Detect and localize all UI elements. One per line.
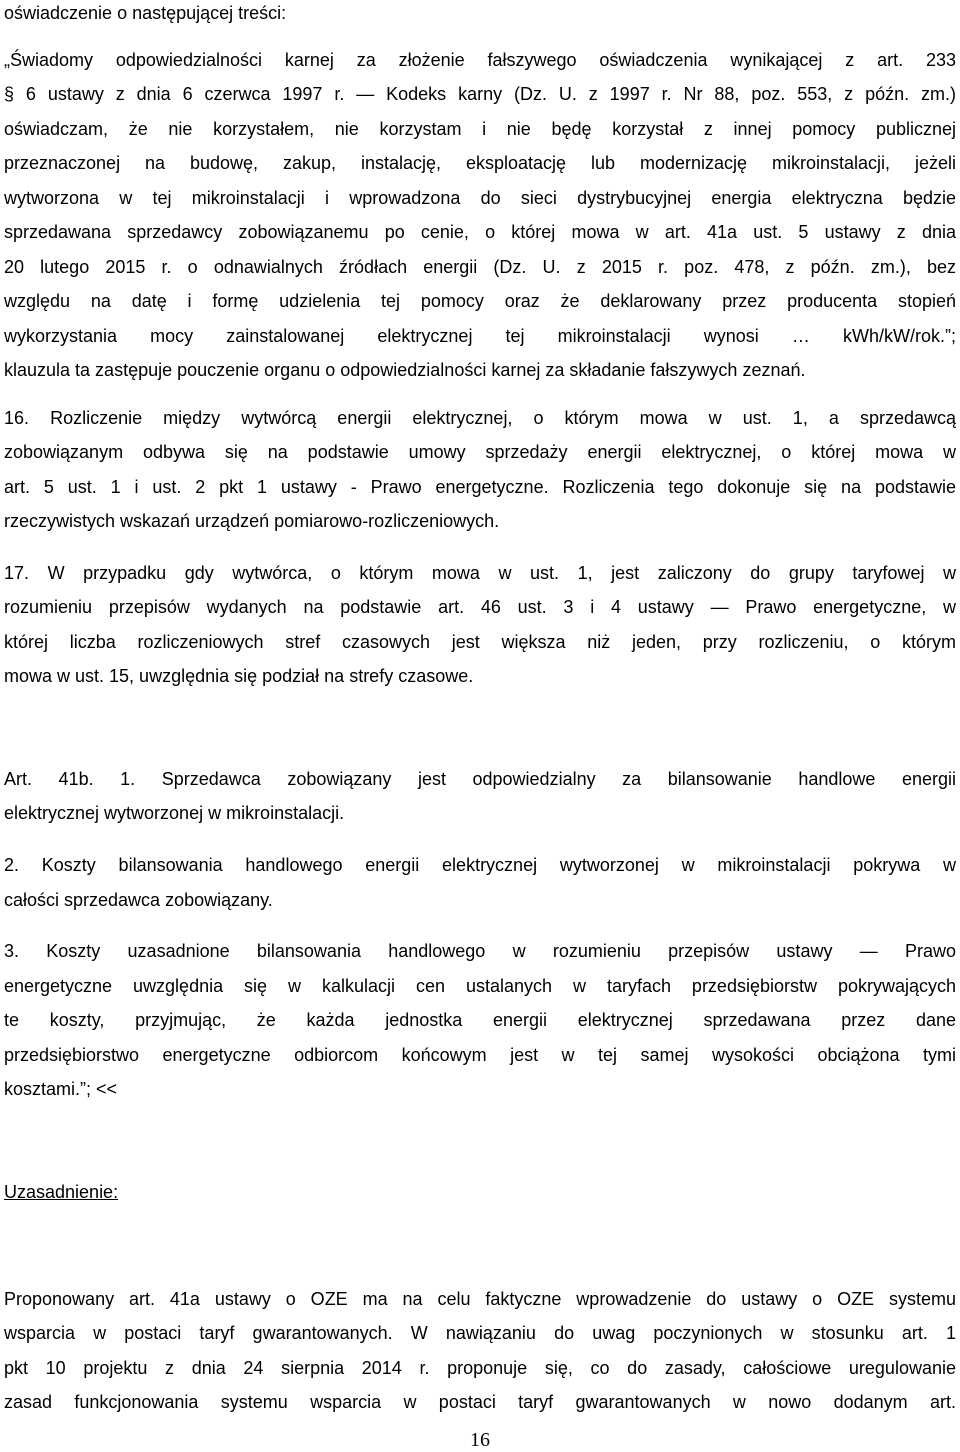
article-41b-point-3-line: 3. Koszty uzasadnione bilansowania handlowego w rozumieniu przepisów ustawy — Prawo <box>4 941 956 961</box>
text-line: względu na datę i formę udzielenia tej pomocy oraz że deklarowany przez producenta stopień <box>4 291 956 311</box>
article-41b-line: elektrycznej wytworzonej w mikroinstalacji. <box>4 803 345 823</box>
paragraph-16-line: rzeczywistych wskazań urządzeń pomiarowo-rozliczeniowych. <box>4 511 500 531</box>
justification-line: Proponowany art. 41a ustawy o OZE ma na celu faktyczne wprowadzenie do ustawy o OZE systemu <box>4 1289 956 1309</box>
article-41b-line: Art. 41b. 1. Sprzedawca zobowiązany jest odpowiedzialny za bilansowanie handlowe energii <box>4 769 956 789</box>
article-41b-point-2-line: całości sprzedawca zobowiązany. <box>4 890 273 910</box>
text-line: § 6 ustawy z dnia 6 czerwca 1997 r. — Kodeks karny (Dz. U. z 1997 r. Nr 88, poz. 553, z późn. zm.) <box>4 84 956 104</box>
paragraph-17-line: mowa w ust. 15, uwzględnia się podział na strefy czasowe. <box>4 666 474 686</box>
paragraph-17-line: rozumieniu przepisów wydanych na podstawie art. 46 ust. 3 i 4 ustawy — Prawo energetyczne, w <box>4 597 956 617</box>
text-line: „Świadomy odpowiedzialności karnej za złożenie fałszywego oświadczenia wynikającej z art. 233 <box>4 50 956 70</box>
text-line: wytworzona w tej mikroinstalacji i wprowadzona do sieci dystrybucyjnej energia elektryczna będzie <box>4 188 956 208</box>
paragraph-17-line: której liczba rozliczeniowych stref czasowych jest większa niż jeden, przy rozliczeniu, o którym <box>4 632 956 652</box>
article-41b-point-2-line: 2. Koszty bilansowania handlowego energii elektrycznej wytworzonej w mikroinstalacji pokrywa w <box>4 855 956 875</box>
text-line: 20 lutego 2015 r. o odnawialnych źródłach energii (Dz. U. z 2015 r. poz. 478, z późn. zm.), bez <box>4 257 956 277</box>
text-line: oświadczam, że nie korzystałem, nie korzystam i nie będę korzystał z innej pomocy publicznej <box>4 119 956 139</box>
paragraph-16-line: 16. Rozliczenie między wytwórcą energii elektrycznej, o którym mowa w ust. 1, a sprzedawcą <box>4 408 956 428</box>
paragraph-16-line: zobowiązanym odbywa się na podstawie umowy sprzedaży energii elektrycznej, o której mowa w <box>4 442 956 462</box>
paragraph-16-line: art. 5 ust. 1 i ust. 2 pkt 1 ustawy - Prawo energetyczne. Rozliczenia tego dokonuje się na podstawie <box>4 477 956 497</box>
text-line: sprzedawana sprzedawcy zobowiązanemu po cenie, o której mowa w art. 41a ust. 5 ustawy z dnia <box>4 222 956 242</box>
intro-line: oświadczenie o następującej treści: <box>4 3 287 23</box>
justification-line: pkt 10 projektu z dnia 24 sierpnia 2014 r. proponuje się, co do zasady, całościowe uregulowanie <box>4 1358 956 1378</box>
article-41b-point-3-line: kosztami.”; << <box>4 1079 118 1099</box>
article-41b-point-3-line: te koszty, przyjmując, że każda jednostka energii elektrycznej sprzedawana przez dane <box>4 1010 956 1030</box>
article-41b-point-3-line: energetyczne uwzględnia się w kalkulacji cen ustalanych w taryfach przedsiębiorstw pokrywających <box>4 976 956 996</box>
document-page <box>4 0 956 1451</box>
text-line: klauzula ta zastępuje pouczenie organu o odpowiedzialności karnej za składanie fałszywych zeznań. <box>4 360 806 380</box>
article-41b-point-3-line: przedsiębiorstwo energetyczne odbiorcom końcowym jest w tej samej wysokości obciążona tymi <box>4 1045 956 1065</box>
paragraph-17-line: 17. W przypadku gdy wytwórca, o którym mowa w ust. 1, jest zaliczony do grupy taryfowej w <box>4 563 956 583</box>
section-heading-uzasadnienie: Uzasadnienie: <box>4 1182 119 1202</box>
justification-line: wsparcia w postaci taryf gwarantowanych. W nawiązaniu do uwag poczynionych w stosunku art. 1 <box>4 1323 956 1343</box>
page-number: 16 <box>470 1429 490 1451</box>
text-line: wykorzystania mocy zainstalowanej elektrycznej tej mikroinstalacji wynosi … kWh/kW/rok.”; <box>4 326 956 346</box>
text-line: przeznaczonej na budowę, zakup, instalację, eksploatację lub modernizację mikroinstalacji, jeżeli <box>4 153 956 173</box>
justification-line: zasad funkcjonowania systemu wsparcia w postaci taryf gwarantowanych w nowo dodanym art. <box>4 1392 956 1412</box>
